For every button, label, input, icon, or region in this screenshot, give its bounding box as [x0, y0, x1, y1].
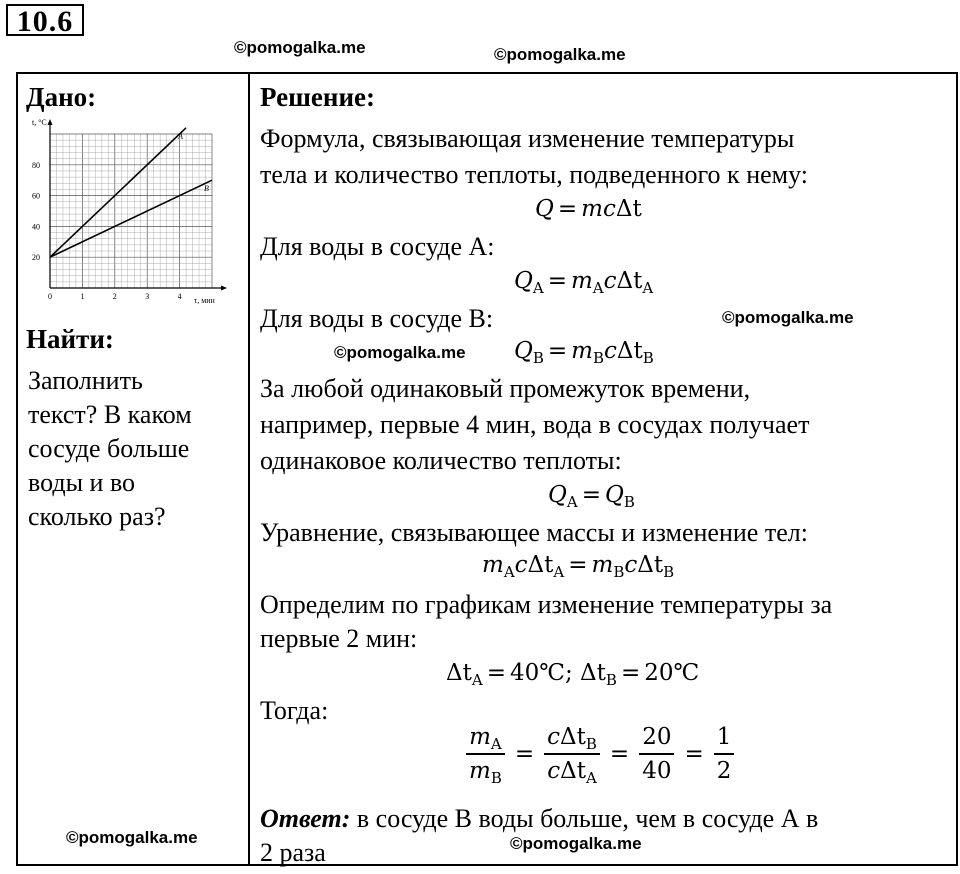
answer-line-2: 2 раза [260, 838, 326, 867]
watermark: ©pomogalka.me [66, 828, 198, 847]
x-tick-label: 3 [145, 292, 150, 301]
series-label-b: B [204, 184, 209, 194]
solution-text: Уравнение, связывающее массы и изменение тел: [260, 518, 808, 547]
x-axis-arrow [221, 286, 227, 291]
formula-mass-balance: $m_Ac\Delta t_A = m_Bc\Delta t_B$ [482, 552, 675, 581]
find-line: сосуде больше [28, 434, 190, 463]
solution-text: например, первые 4 мин, вода в сосудах получает [260, 410, 810, 439]
y-tick-label: 60 [32, 191, 40, 201]
formula-temperature-change: $\Delta t_A$ = 40℃; $\Delta t_B$ = 20℃ [446, 660, 700, 689]
solution-text: Тогда: [260, 696, 329, 725]
answer-label: Ответ: [260, 804, 351, 833]
series-line-b [50, 180, 212, 257]
chart-ylabel: t, °C [32, 118, 47, 127]
formula-vessel-a: $Q_A = m_Ac\Delta t_A$ [514, 268, 654, 297]
y-axis-arrow [48, 119, 53, 125]
find-heading: Найти: [26, 324, 114, 354]
answer-line [260, 804, 818, 834]
given-heading: Дано: [26, 82, 97, 112]
watermark: ©pomogalka.me [334, 343, 466, 362]
chart-series [50, 128, 212, 257]
solution-text: Для воды в сосуде А: [260, 232, 495, 261]
solution-text: Для воды в сосуде В: [260, 304, 494, 333]
chart-grid [50, 131, 212, 288]
temperature-time-chart [28, 116, 236, 306]
find-line: Заполнить [28, 366, 143, 395]
solution-text: За любой одинаковый промежуток времени, [260, 374, 751, 403]
series-line-a [50, 128, 186, 257]
watermark: ©pomogalka.me [510, 834, 642, 853]
find-line: сколько раз? [28, 502, 166, 531]
x-tick-label: 2 [112, 292, 117, 301]
answer-text: в сосуде В воды больше, чем в сосуде А в [350, 804, 819, 833]
x-tick-label: 0 [48, 292, 52, 301]
y-tick-label: 40 [32, 222, 40, 232]
find-line: текст? В каком [28, 400, 192, 429]
formula-mass-ratio: $\frac{m_A}{m_B}$ = $\frac{c\Delta t_B}{c\Delta t_A}$ = $\frac{20}{40}$ = $\frac{1}{2}$ [460, 724, 740, 784]
solution-text: одинаковое количество теплоты: [260, 446, 622, 475]
table-divider [248, 72, 250, 866]
x-tick-label: 4 [177, 292, 182, 301]
formula-vessel-b: $Q_B = m_Bc\Delta t_B$ [514, 338, 654, 367]
series-label-a: A [178, 131, 183, 141]
watermark: ©pomogalka.me [494, 45, 626, 64]
y-tick-label: 20 [32, 253, 40, 263]
formula-equal-heat: $Q_A = Q_B$ [548, 482, 635, 511]
chart-axes [48, 119, 228, 291]
solution-text: Определим по графикам изменение температуры за [260, 590, 833, 619]
problem-number: 10.6 [6, 4, 84, 36]
formula-heat: Q = mcΔt [535, 196, 642, 222]
x-tick-label: 1 [80, 292, 85, 301]
y-tick-label: 80 [32, 160, 40, 170]
solution-text: Формула, связывающая изменение температуры [260, 124, 795, 153]
solution-text: тела и количество теплоты, подведенного к нему: [260, 160, 808, 189]
watermark: ©pomogalka.me [722, 308, 854, 327]
solution-heading: Решение: [260, 82, 375, 112]
chart-xlabel: τ, мин [194, 296, 215, 305]
find-line: воды и во [28, 468, 136, 497]
solution-text: первые 2 мин: [260, 624, 418, 653]
watermark: ©pomogalka.me [234, 38, 366, 57]
